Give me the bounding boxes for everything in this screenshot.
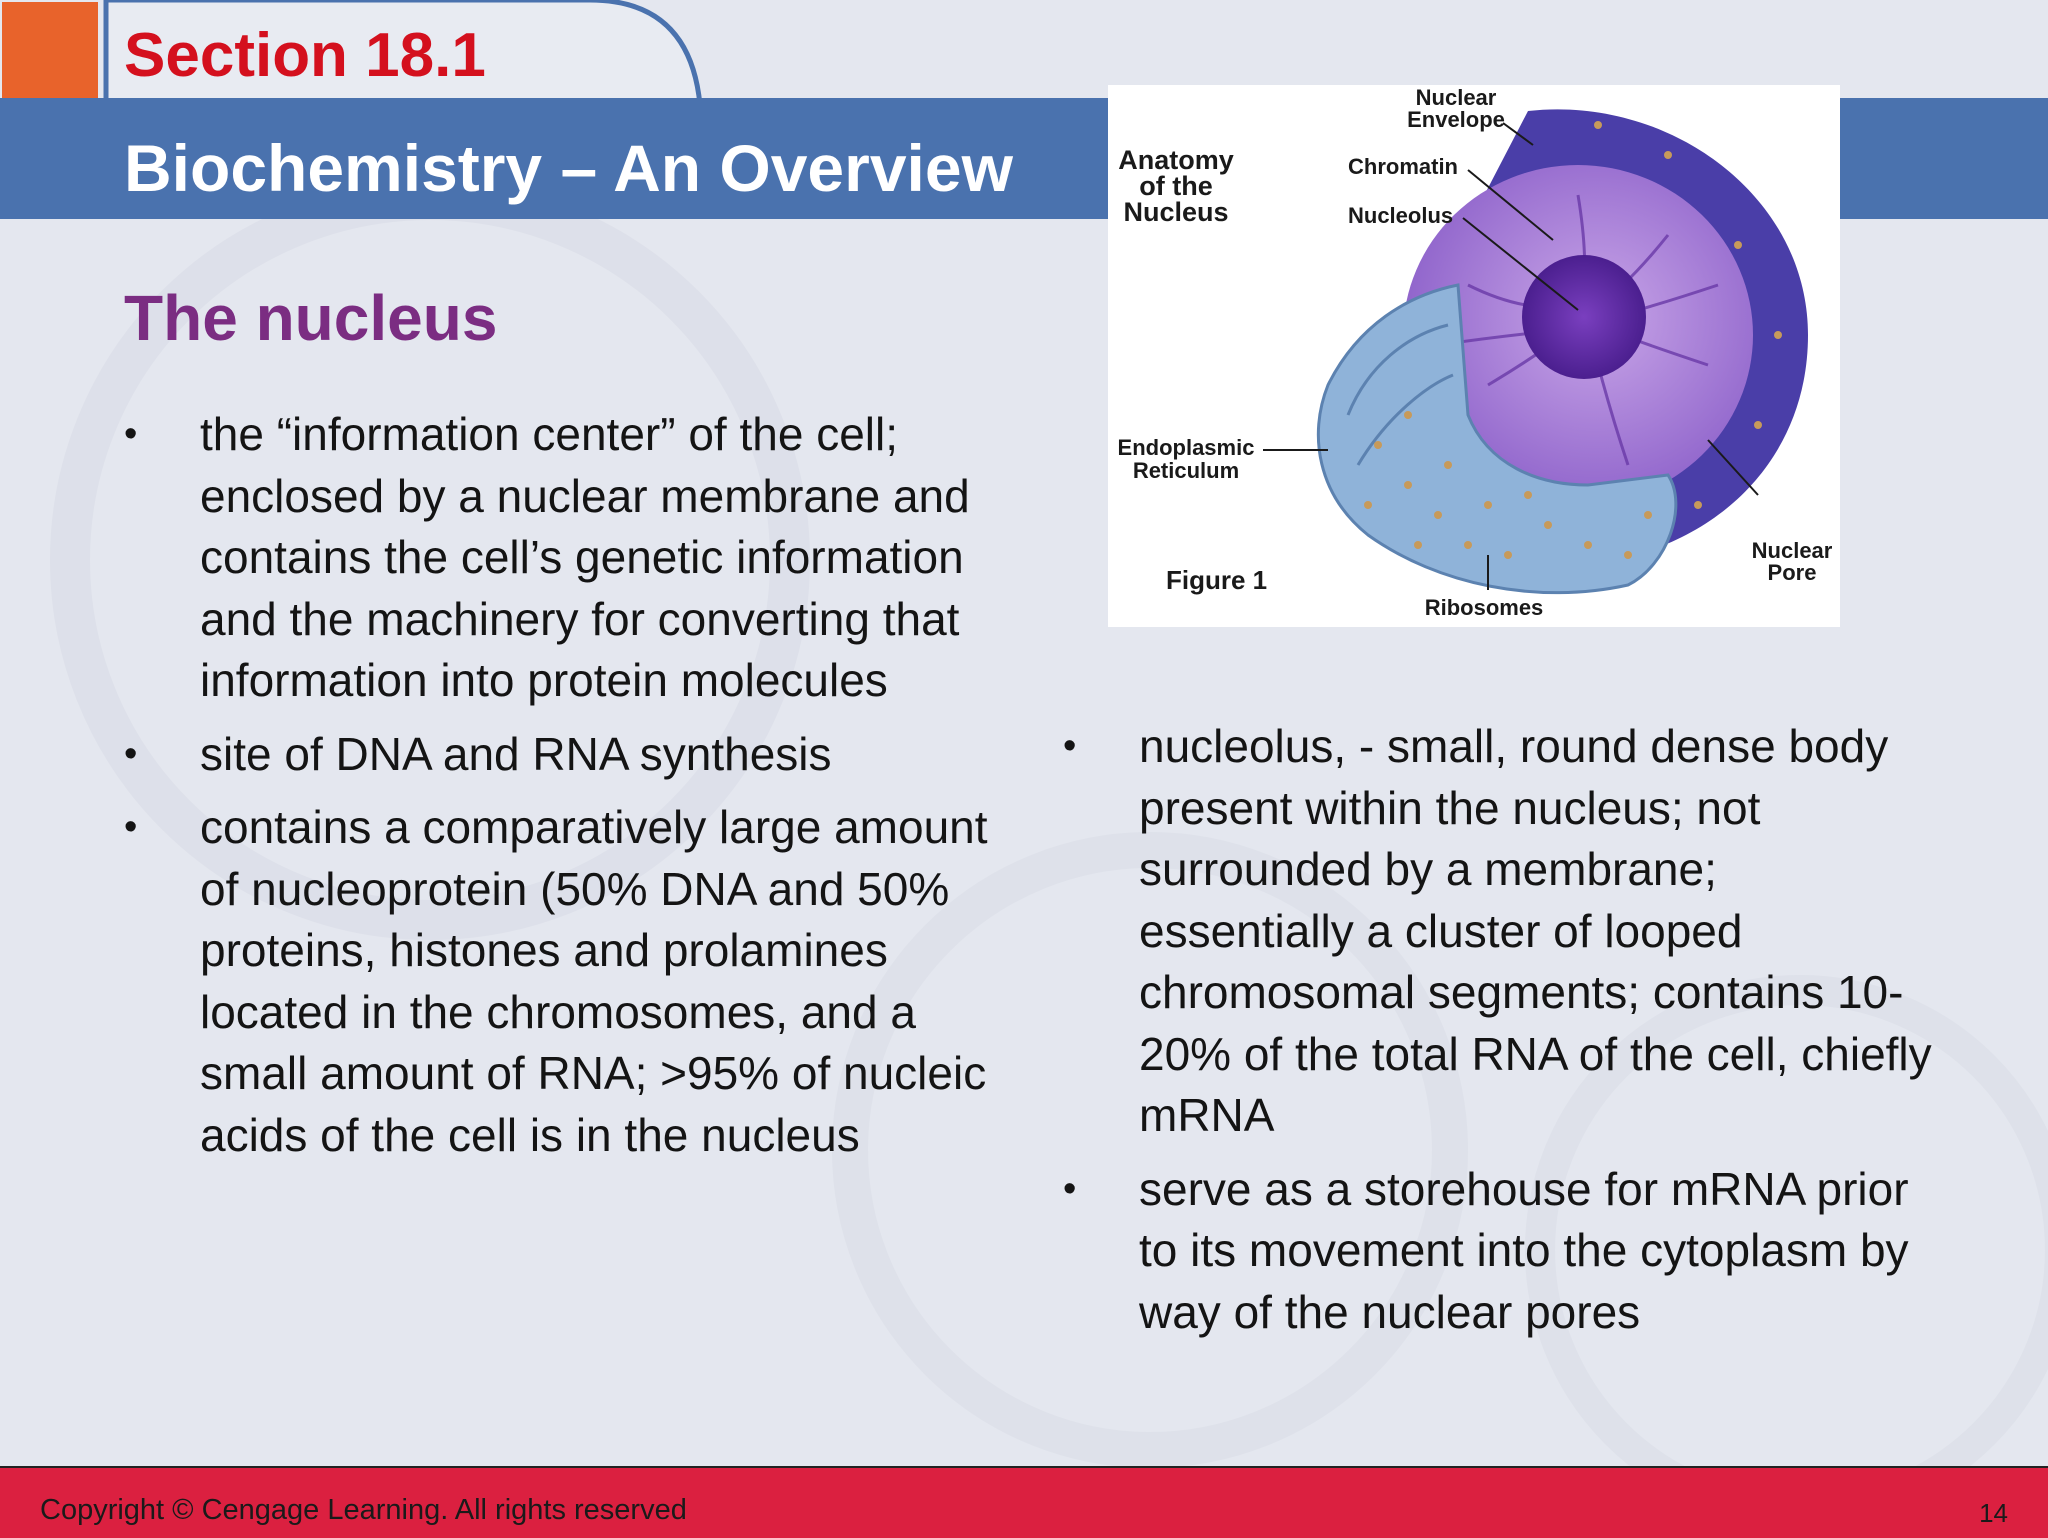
label-endoplasmic-reticulum-1: Endoplasmic	[1117, 435, 1255, 460]
nucleolus-shape	[1522, 255, 1646, 379]
list-item	[1063, 1159, 1943, 1344]
list-item	[124, 797, 994, 1166]
subheading-the-nucleus: The nucleus	[124, 282, 498, 354]
label-nuclear-pore-2: Pore	[1767, 560, 1817, 585]
list-item	[1063, 716, 1943, 1147]
bullet-icon: •	[1063, 725, 1077, 767]
label-nuclear-pore-1: Nuclear	[1751, 538, 1833, 563]
list-item	[124, 404, 994, 712]
slide-title: Biochemistry – An Overview	[124, 131, 1013, 205]
label-nucleolus: Nucleolus	[1348, 203, 1454, 228]
figure-title-line-2: of the	[1139, 171, 1213, 201]
bullet-icon: •	[124, 806, 138, 848]
copyright-text: Copyright © Cengage Learning. All rights reserved	[40, 1494, 687, 1526]
page-number: 14	[1979, 1498, 2008, 1528]
bullet-text: serve as a storehouse for mRNA prior to its movement into the cytoplasm by way of the nuclear pores	[1139, 1162, 1909, 1338]
label-ribosomes: Ribosomes	[1424, 595, 1544, 620]
label-nuclear-envelope-1: Nuclear	[1415, 85, 1497, 110]
left-bullet-list	[124, 404, 994, 1178]
bullet-text: nucleolus, - small, round dense body present within the nucleus; not surrounded by a membrane; essentially a cluster of looped chromosomal segments; contains 10-20% of the total RNA of the cell, chiefly mRNA	[1139, 720, 1932, 1141]
bullet-text: site of DNA and RNA synthesis	[200, 727, 832, 780]
nucleus-figure	[1108, 85, 1840, 627]
figure-caption: Figure 1	[1166, 565, 1268, 595]
bullet-text: the “information center” of the cell; enclosed by a nuclear membrane and contains the cell’s genetic information and the machinery for converting that information into protein molecules	[200, 408, 970, 706]
list-item	[124, 724, 994, 786]
label-chromatin: Chromatin	[1348, 154, 1458, 179]
label-nuclear-envelope-2: Envelope	[1407, 107, 1505, 132]
label-endoplasmic-reticulum-2: Reticulum	[1132, 458, 1240, 483]
section-label: Section 18.1	[124, 21, 486, 90]
figure-title-line-3: Nucleus	[1123, 197, 1229, 227]
figure-title-line-1: Anatomy	[1118, 145, 1234, 175]
right-bullet-list	[1063, 716, 1943, 1355]
bullet-icon: •	[124, 413, 138, 455]
bullet-icon: •	[1063, 1167, 1077, 1210]
bullet-text: contains a comparatively large amount of nucleoprotein (50% DNA and 50% proteins, histones and prolamines located in the chromosomes, and a small amount of RNA; >95% of nucleic acids of the cell is in the nucleus	[200, 801, 988, 1161]
bullet-icon: •	[124, 732, 138, 775]
